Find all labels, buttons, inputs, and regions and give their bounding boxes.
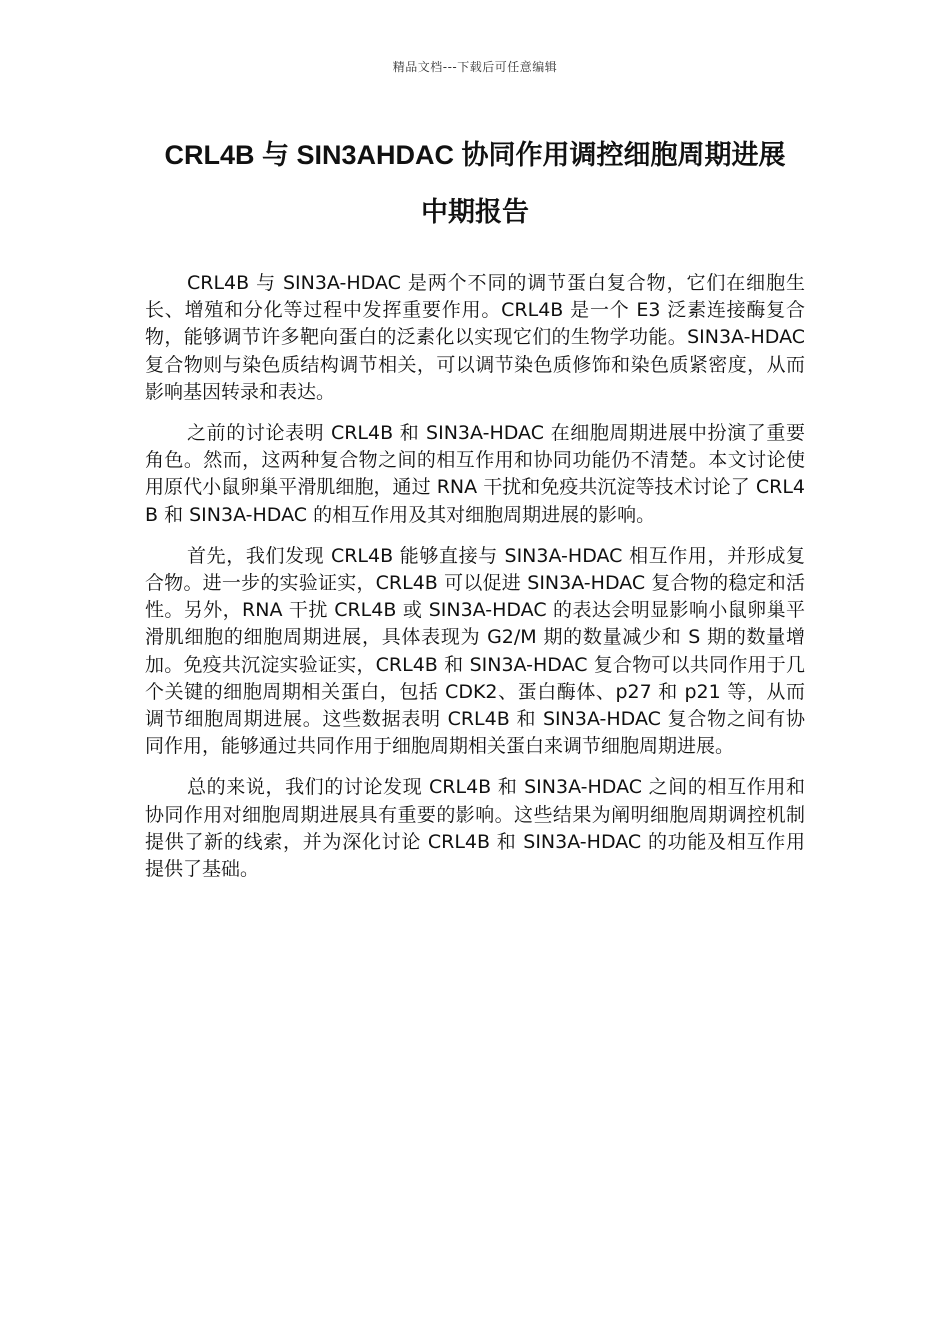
document-title-line-1: CRL4B 与 SIN3AHDAC 协同作用调控细胞周期进展 xyxy=(164,140,786,170)
header-note: 精品文档---下载后可任意编辑 xyxy=(392,60,558,74)
document-title-line-2: 中期报告 xyxy=(421,197,529,227)
document-body xyxy=(145,270,805,897)
paragraph-2: 之前的讨论表明 CRL4B 和 SIN3A-HDAC 在细胞周期进展中扮演了重要角色。然而，这两种复合物之间的相互作用和协同功能仍不清楚。本文讨论使用原代小鼠卵巢平滑肌细胞，通过 RNA 干扰和免疫共沉淀等技术讨论了 CRL4B 和 SIN3A-HDAC 的相互作用及其对细胞周期进展的影响。 xyxy=(145,422,805,526)
paragraph-1: CRL4B 与 SIN3A-HDAC 是两个不同的调节蛋白复合物，它们在细胞生长、增殖和分化等过程中发挥重要作用。CRL4B 是一个 E3 泛素连接酶复合物，能够调节许多靶向蛋白的泛素化以实现它们的生物学功能。SIN3A-HDAC 复合物则与染色质结构调节相关，可以调节染色质修饰和染色质紧密度，从而影响基因转录和表达。 xyxy=(145,272,805,403)
paragraph-3: 首先，我们发现 CRL4B 能够直接与 SIN3A-HDAC 相互作用，并形成复合物。进一步的实验证实，CRL4B 可以促进 SIN3A-HDAC 复合物的稳定和活性。另外，RNA 干扰 CRL4B 或 SIN3A-HDAC 的表达会明显影响小鼠卵巢平滑肌细胞的细胞周期进展，具体表现为 G2/M 期的数量减少和 S 期的数量增加。免疫共沉淀实验证实，CRL4B 和 SIN3A-HDAC 复合物可以共同作用于几个关键的细胞周期相关蛋白，包括 CDK2、蛋白酶体、p27 和 p21 等，从而调节细胞周期进展。这些数据表明 CRL4B 和 SIN3A-HDAC 复合物之间有协同作用，能够通过共同作用于细胞周期相关蛋白来调节细胞周期进展。 xyxy=(145,544,805,758)
paragraph-4: 总的来说，我们的讨论发现 CRL4B 和 SIN3A-HDAC 之间的相互作用和协同作用对细胞周期进展具有重要的影响。这些结果为阐明细胞周期调控机制提供了新的线索，并为深化讨论 CRL4B 和 SIN3A-HDAC 的功能及相互作用提供了基础。 xyxy=(145,776,805,881)
